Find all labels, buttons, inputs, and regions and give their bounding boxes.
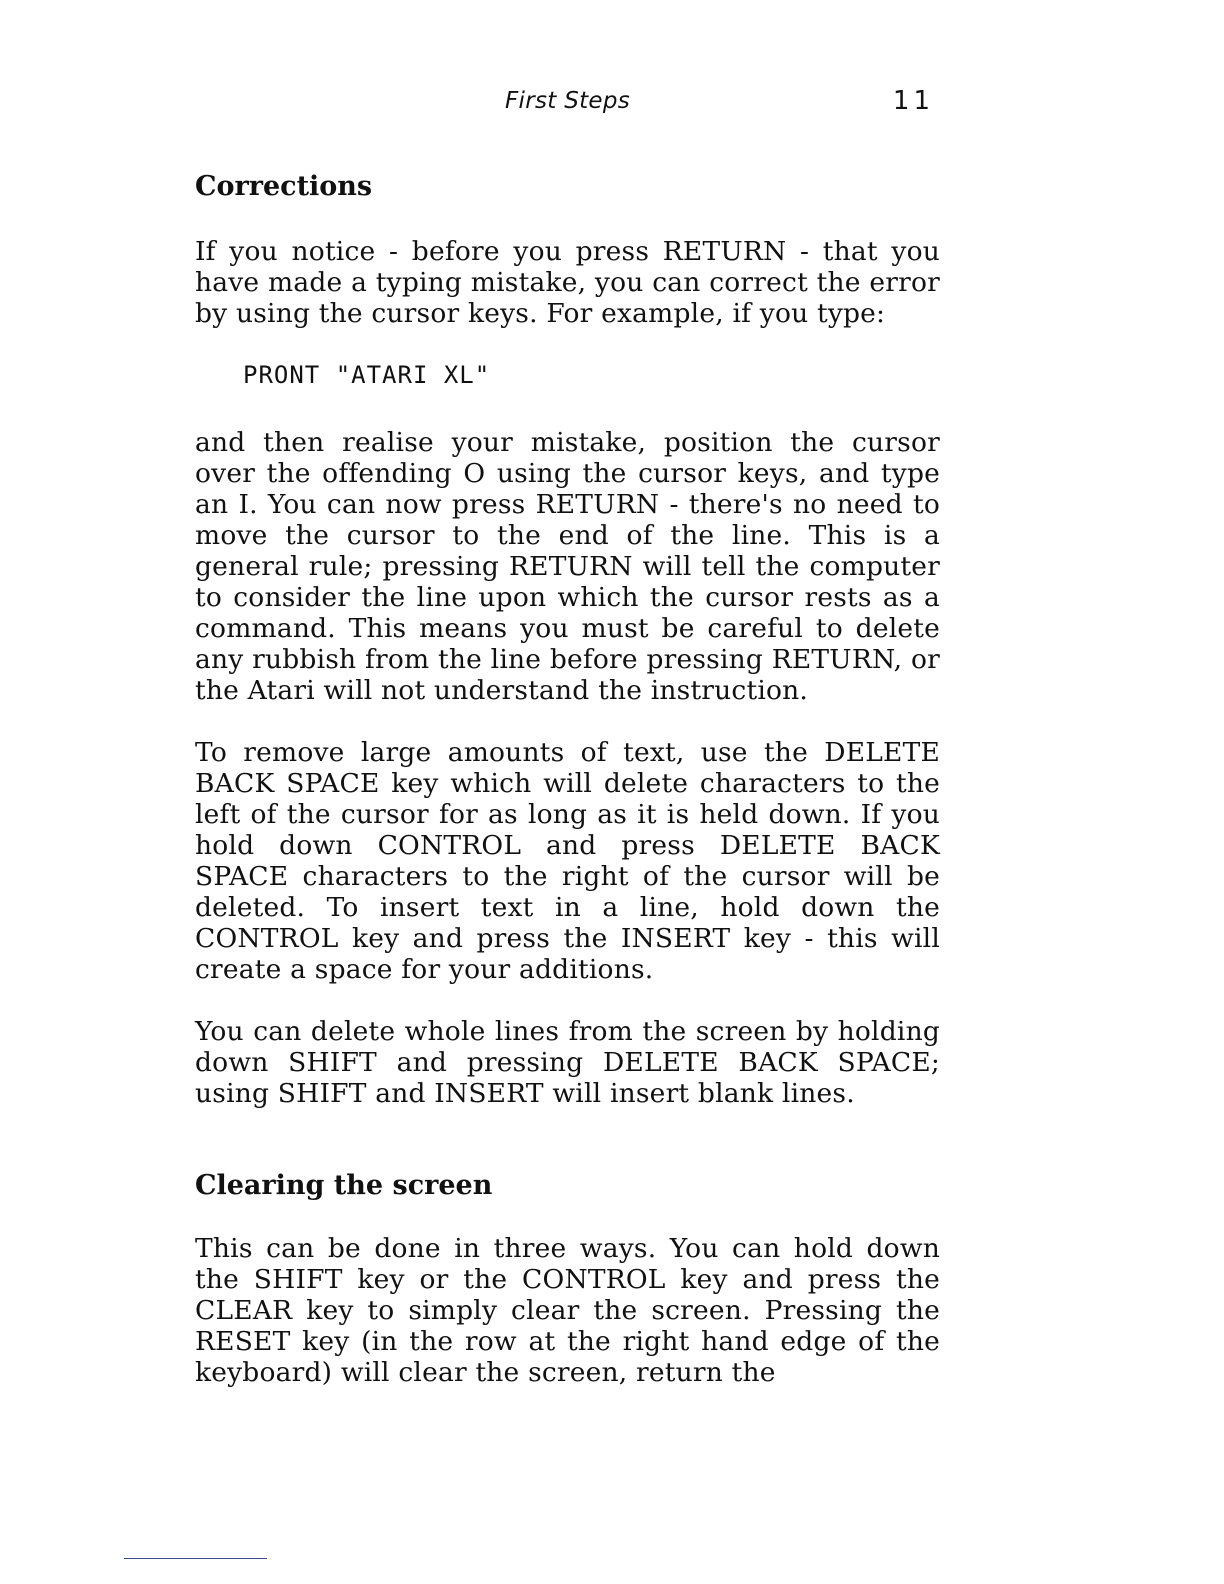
footnote-rule	[124, 1558, 267, 1559]
code-example: PRONT "ATARI XL"	[243, 361, 491, 389]
page-number: 11	[892, 86, 934, 116]
paragraph-clearing-screen: This can be done in three ways. You can hold down the SHIFT key or the CONTROL key and press the CLEAR key to simply clear the screen. Pressing the RESET key (in the row at the right hand edge of the keyboard) will clear the screen, return the	[195, 1233, 940, 1388]
page-header	[195, 86, 940, 126]
paragraph-corrections-intro: If you notice - before you press RETURN - that you have made a typing mistake, you can correct the error by using the cursor keys. For example, if you type:	[195, 236, 940, 329]
running-head: First Steps	[505, 88, 631, 114]
paragraph-delete-lines: You can delete whole lines from the screen by holding down SHIFT and pressing DELETE BACK SPACE; using SHIFT and INSERT will insert blank lines.	[195, 1016, 940, 1109]
section-heading-clearing-screen: Clearing the screen	[195, 1170, 493, 1201]
paragraph-delete-insert: To remove large amounts of text, use the DELETE BACK SPACE key which will delete characters to the left of the cursor for as long as it is held down. If you hold down CONTROL and press DELETE BACK SPACE characters to the right of the cursor will be deleted. To insert text in a line, hold down the CONTROL key and press the INSERT key - this will create a space for your additions.	[195, 737, 940, 985]
section-heading-corrections: Corrections	[195, 171, 373, 202]
page-content	[195, 166, 940, 1419]
paragraph-cursor-correction: and then realise your mistake, position the cursor over the offending O using the cursor keys, and type an I. You can now press RETURN - there's no need to move the cursor to the end of the line. This is a general rule; pressing RETURN will tell the computer to consider the line upon which the cursor rests as a command. This means you must be careful to delete any rubbish from the line before pressing RETURN, or the Atari will not understand the instruction.	[195, 427, 940, 706]
